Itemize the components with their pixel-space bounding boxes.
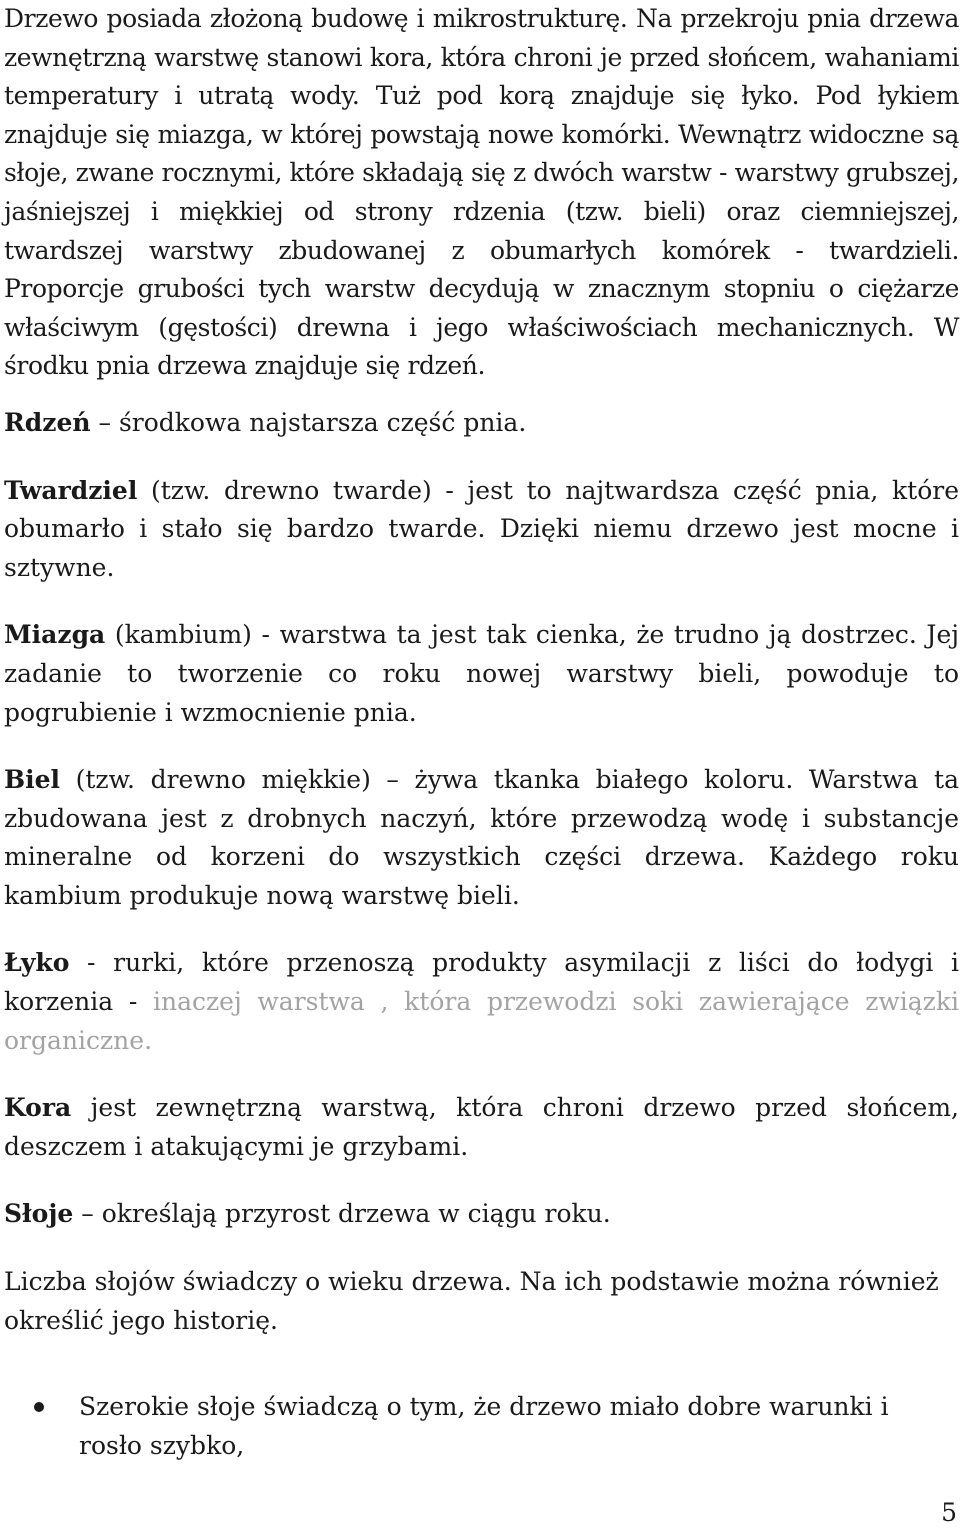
definition-twardziel-text: (tzw. drewno twarde) - jest to najtwardsza część pnia, które obumarło i stało się bardzo twarde. Dzięki niemu drzewo jest mocne i sztywne. (4, 475, 959, 582)
page-number: 5 (941, 1498, 957, 1527)
term-biel: Biel (4, 765, 61, 795)
definition-biel (4, 761, 959, 915)
list-item (4, 1388, 959, 1465)
definition-rdzen (4, 404, 959, 443)
definition-lyko-text: - rurki, które przenoszą produkty asymilacji z liści do łodygi i korzenia - (4, 948, 959, 1017)
definition-rdzen-text: – środkowa najstarsza część pnia. (90, 407, 527, 437)
definition-sloje-text: – określają przyrost drzewa w ciągu roku. (73, 1199, 611, 1229)
bullet-list (4, 1388, 959, 1465)
term-miazga: Miazga (4, 620, 106, 650)
definition-biel-text: (tzw. drewno miękkie) – żywa tkanka białego koloru. Warstwa ta zbudowana jest z drobnych naczyń, które przewodzą wodę i substancje mineralne od korzeni do wszystkich części drzewa. Każdego roku kambium produkuje nową warstwę bieli. (4, 765, 959, 910)
document-page (4, 0, 959, 1539)
intro-paragraph: Drzewo posiada złożoną budowę i mikrostrukturę. Na przekroju pnia drzewa zewnętrzną warstwę stanowi kora, która chroni je przed słońcem, wahaniami temperatury i utratą wody. Tuż pod korą znajduje się łyko. Pod łykiem znajduje się miazga, w której powstają nowe komórki. Wewnątrz widoczne są słoje, zwane rocznymi, które składają się z dwóch warstw - warstwy grubszej, jaśniejszej i miękkiej od strony rdzenia (tzw. bieli) oraz ciemniejszej, twardszej warstwy zbudowanej z obumarłych komórek - twardzieli. Proporcje grubości tych warstw decydują w znacznym stopniu o ciężarze właściwym (gęstości) drewna i jego właściwościach mechanicznych. W środku pnia drzewa znajduje się rdzeń. (4, 4, 959, 381)
definition-lyko-muted-text: inaczej warstwa , która przewodzi soki zawierające związki organiczne. (4, 987, 959, 1055)
definition-twardziel (4, 472, 959, 588)
term-rdzen: Rdzeń (4, 407, 91, 437)
definition-sloje (4, 1195, 959, 1234)
definition-miazga (4, 616, 959, 732)
bullet-text: Szerokie słoje świadczą o tym, że drzewo miało dobre warunki i rosło szybko, (79, 1392, 889, 1460)
rings-paragraph: Liczba słojów świadczy o wieku drzewa. Na ich podstawie można również określić jego historię. (4, 1267, 939, 1335)
definition-kora-text: jest zewnętrzną warstwą, która chroni drzewo przed słońcem, deszczem i atakującymi je grzybami. (4, 1093, 959, 1161)
term-kora: Kora (4, 1093, 72, 1123)
definition-lyko (4, 944, 959, 1060)
definition-miazga-text: (kambium) - warstwa ta jest tak cienka, że trudno ją dostrzec. Jej zadanie to tworzenie co roku nowej warstwy bieli, powoduje to pogrubienie i wzmocnienie pnia. (4, 620, 959, 727)
term-lyko: Łyko (4, 948, 70, 978)
term-sloje: Słoje (4, 1199, 74, 1229)
term-twardziel: Twardziel (4, 475, 138, 505)
definition-kora (4, 1089, 959, 1166)
bullet-icon (34, 1402, 44, 1412)
